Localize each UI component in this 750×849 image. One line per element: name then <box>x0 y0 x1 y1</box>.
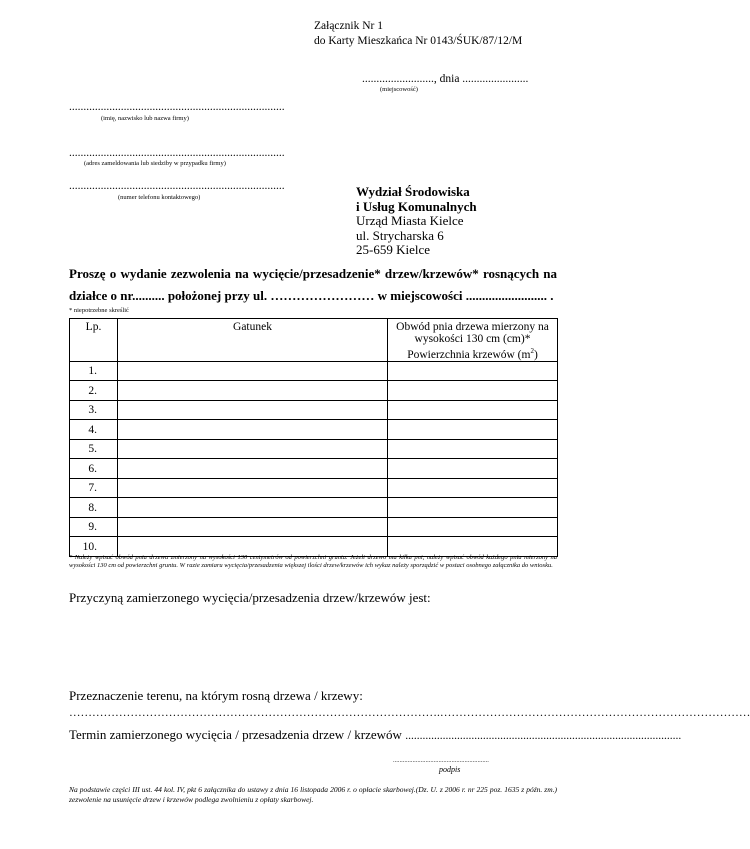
species-cell[interactable] <box>118 439 388 459</box>
measurement-cell[interactable] <box>388 439 558 459</box>
row-number: 7. <box>70 478 118 498</box>
term-row <box>69 727 682 743</box>
measurement-cell[interactable] <box>388 420 558 440</box>
header-measurement: Obwód pnia drzewa mierzony na wysokości 130 cm (cm)* Powierzchnia krzewów $(m^2)$ <box>388 319 558 362</box>
table-row <box>70 459 558 479</box>
recipient-department: Wydział Środowiska <box>356 184 470 199</box>
purpose-label: Przeznaczenie terenu, na którym rosną drzewa / krzewy: <box>69 688 363 703</box>
header-species: Gatunek <box>118 319 388 362</box>
row-number: 8. <box>70 498 118 518</box>
row-number: 6. <box>70 459 118 479</box>
species-cell[interactable] <box>118 361 388 381</box>
measurement-cell[interactable] <box>388 517 558 537</box>
attachment-title: Załącznik Nr 1 <box>314 20 383 32</box>
measurement-cell[interactable] <box>388 498 558 518</box>
request-line-2[interactable]: działce o nr.......... położonej przy ul. …………………… w miejscowości ......................... . <box>69 288 554 303</box>
table-header-row <box>70 319 558 362</box>
date-place-field[interactable]: ........................., dnia ....................... <box>362 73 529 85</box>
table-row <box>70 400 558 420</box>
recipient-office: Urząd Miasta Kielce <box>356 213 464 228</box>
request-line-1: Proszę o wydanie zezwolenia na wycięcie/przesadzenie* drzew/krzewów* rosnących na <box>69 266 557 281</box>
species-cell[interactable] <box>118 517 388 537</box>
attachment-header <box>314 19 522 49</box>
place-caption: (miejscowość) <box>380 86 418 93</box>
species-cell[interactable] <box>118 381 388 401</box>
strike-out-footnote: * niepotrzebne skreślić <box>69 307 129 314</box>
recipient-postcode-city: 25-659 Kielce <box>356 242 431 257</box>
row-number: 1. <box>70 361 118 381</box>
row-number: 9. <box>70 517 118 537</box>
table-row <box>70 517 558 537</box>
table-row <box>70 361 558 381</box>
table-row <box>70 478 558 498</box>
species-cell[interactable] <box>118 420 388 440</box>
measurement-cell[interactable] <box>388 478 558 498</box>
table-row <box>70 381 558 401</box>
measurement-cell[interactable] <box>388 400 558 420</box>
table-row <box>70 420 558 440</box>
signature-field[interactable]: ........................................................... <box>393 757 489 764</box>
measurement-cell[interactable] <box>388 459 558 479</box>
applicant-address-field[interactable]: ........................................................................... <box>69 147 285 159</box>
applicant-phone-field[interactable]: ........................................................................... <box>69 180 285 192</box>
signature-caption: podpis <box>439 765 461 774</box>
species-cell[interactable] <box>118 478 388 498</box>
trees-table <box>69 318 558 557</box>
table-row <box>70 439 558 459</box>
row-number: 10. <box>70 537 118 557</box>
species-cell[interactable] <box>118 459 388 479</box>
term-field[interactable]: ................................................................................................ <box>405 730 682 742</box>
term-label: Termin zamierzonego wycięcia / przesadzenia drzew / krzewów <box>69 727 402 742</box>
legal-note: Na podstawie części III ust. 44 kol. IV, pkt 6 załącznika do ustawy z dnia 16 listopada 2006 r. o opłacie skarbowej.(Dz. U. z 2006 r. nr 225 poz. 1635 z późn. zm.) zezwolenie na usunięcie drzew i krzewów podlega zwolnieniu z opłaty skarbowej. <box>69 785 557 804</box>
applicant-name-field[interactable]: ........................................................................... <box>69 101 285 113</box>
purpose-field[interactable]: …………………………………………………………………………………….……………………………………………………………………… <box>69 707 750 719</box>
table-footnote: * Należy wpisać obwód pnia drzewa zmierzony na wysokości 130 centymetrów od powierzchni gruntu. Jeżeli drzewo ma kilka pni, należy wpisać obwód każdego pnia mierzony na wysokości 130 cm od powierzchni gruntu. W razie zamiaru wycięcia/przesadzenia większej ilości drzew/krzewów ich wykaz należy sporządzić w postaci osobnego załącznika do wniosku. <box>69 554 557 569</box>
attachment-card-number: do Karty Mieszkańca Nr 0143/ŚUK/87/12/M <box>314 35 523 47</box>
applicant-name-caption: (imię, nazwisko lub nazwa firmy) <box>101 115 189 122</box>
applicant-phone-caption: (numer telefonu kontaktowego) <box>118 194 201 201</box>
row-number: 4. <box>70 420 118 440</box>
reason-field[interactable] <box>69 610 557 680</box>
row-number: 2. <box>70 381 118 401</box>
recipient-street: ul. Strycharska 6 <box>356 227 444 243</box>
recipient-address <box>356 185 477 258</box>
species-cell[interactable] <box>118 400 388 420</box>
header-lp: Lp. <box>70 319 118 362</box>
measurement-cell[interactable] <box>388 381 558 401</box>
recipient-department-cont: i Usług Komunalnych <box>356 198 477 214</box>
species-cell[interactable] <box>118 498 388 518</box>
reason-label: Przyczyną zamierzonego wycięcia/przesadzenia drzew/krzewów jest: <box>69 590 431 605</box>
applicant-address-caption: (adres zameldowania lub siedziby w przypadku firmy) <box>84 160 226 167</box>
row-number: 5. <box>70 439 118 459</box>
measurement-cell[interactable] <box>388 361 558 381</box>
row-number: 3. <box>70 400 118 420</box>
table-row <box>70 498 558 518</box>
